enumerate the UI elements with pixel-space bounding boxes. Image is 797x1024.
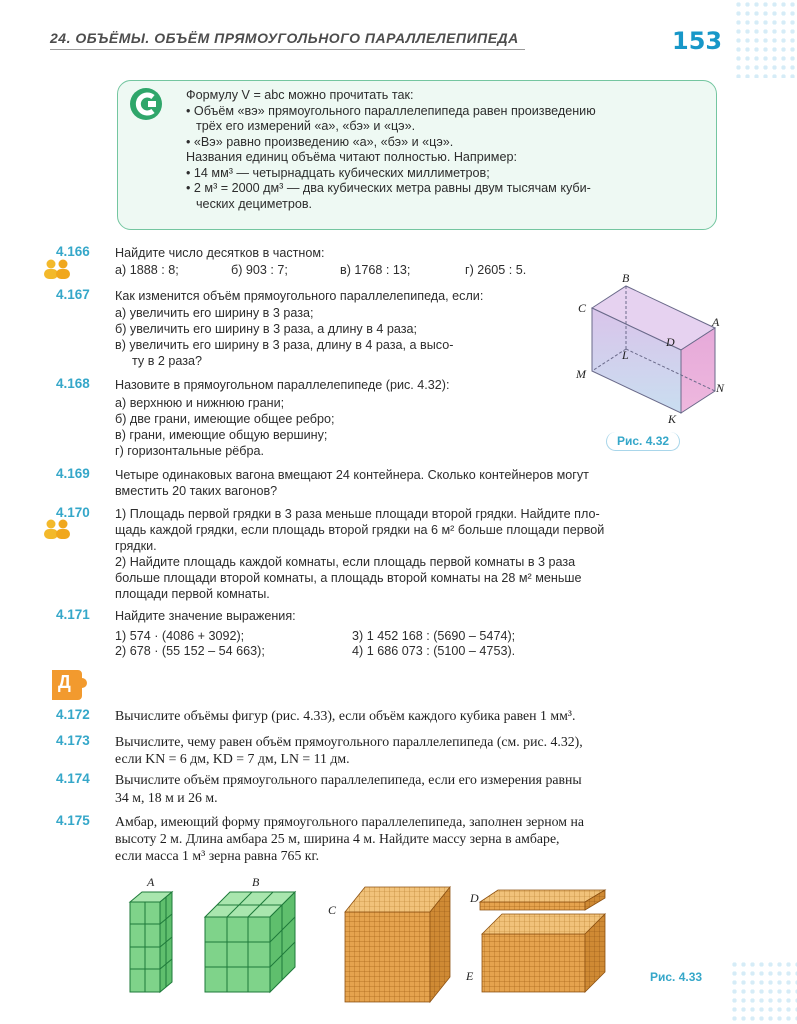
vertex-label-k: K	[668, 412, 677, 426]
homework-badge-label: Д	[58, 672, 71, 692]
problem-number: 4.171	[56, 607, 90, 622]
info-line: • 14 мм³ — четырнадцать кубических миллиметров;	[186, 165, 490, 180]
answer-item: б) 903 : 7;	[231, 263, 288, 277]
problem-text: высоту 2 м. Длина амбара 25 м, ширина 4 м. Найдите массу зерна в амбаре,	[115, 831, 560, 846]
problem-text: грядки.	[115, 539, 157, 553]
vertex-label-b: B	[622, 271, 630, 285]
figure-caption-4-32: Рис. 4.32	[606, 432, 680, 451]
figure-a-column	[130, 892, 172, 992]
vertex-label-d: D	[666, 335, 675, 349]
problem-text: Четыре одинаковых вагона вмещают 24 контейнера. Сколько контейнеров могут	[115, 468, 589, 482]
info-line: ческих дециметров.	[196, 196, 313, 211]
problem-text: больше площади второй комнаты, а площадь второй комнаты на 28 м² меньше	[115, 571, 582, 585]
expression-item: 1) 574 · (4086 + 3092);	[115, 629, 245, 643]
info-box-text	[186, 88, 706, 212]
info-line: • «Вэ» равно произведению «а», «бэ» и «цэ».	[186, 134, 454, 149]
pair-work-icon	[42, 258, 72, 280]
problem-text: если KN = 6 дм, KD = 7 дм, LN = 11 дм.	[115, 751, 350, 766]
figure-4-33-cubes	[120, 872, 620, 1022]
vertex-label-a: A	[712, 315, 720, 329]
pair-work-icon	[42, 518, 72, 540]
answer-item: б) увеличить его ширину в 3 раза, а длину в 4 раза;	[115, 322, 418, 336]
problem-number: 4.172	[56, 707, 90, 722]
figure-label-d: D	[470, 891, 479, 905]
info-line: • Объём «вэ» прямоугольного параллелепипеда равен произведению	[186, 103, 596, 118]
answer-item: г) 2605 : 5.	[465, 263, 527, 277]
problem-text: вместить 20 таких вагонов?	[115, 484, 278, 498]
figure-b-block	[205, 892, 295, 992]
figure-label-c: C	[328, 903, 337, 917]
answer-item: г) горизонтальные рёбра.	[115, 444, 265, 458]
problem-number: 4.166	[56, 244, 90, 259]
problem-text: Вычислите объём прямоугольного параллелепипеда, если его измерения равны	[115, 772, 582, 787]
expression-item: 2) 678 · (55 152 – 54 663);	[115, 644, 265, 658]
problem-number: 4.168	[56, 376, 90, 391]
vertex-label-l: L	[622, 348, 629, 362]
answer-item: а) верхнюю и нижнюю грани;	[115, 396, 285, 410]
problem-number: 4.173	[56, 733, 90, 748]
info-line: Названия единиц объёма читают полностью. Например:	[186, 150, 517, 164]
figure-label-a: A	[147, 875, 155, 889]
problem-number: 4.167	[56, 287, 90, 302]
answer-item: в) увеличить его ширину в 3 раза, длину в 4 раза, а высо-	[115, 338, 454, 352]
problem-text: 1) Площадь первой грядки в 3 раза меньше площади второй грядки. Найдите пло-	[115, 507, 600, 521]
info-line: Формулу V = abc можно прочитать так:	[186, 88, 414, 102]
answer-item: в) 1768 : 13;	[340, 263, 411, 277]
figure-d-plate	[480, 890, 605, 910]
problem-text: Вычислите объёмы фигур (рис. 4.33), если объём каждого кубика равен 1 мм³.	[115, 708, 576, 723]
chapter-title: 24. ОБЪЁМЫ. ОБЪЁМ ПРЯМОУГОЛЬНОГО ПАРАЛЛЕЛЕПИПЕДА	[50, 30, 519, 46]
problem-number: 4.174	[56, 771, 90, 786]
decor-pattern-top	[734, 0, 797, 78]
figure-c-large-cube	[345, 887, 450, 1002]
expression-item: 4) 1 686 073 : (5100 – 4753).	[352, 644, 516, 658]
answer-item: а) увеличить его ширину в 3 раза;	[115, 306, 314, 320]
vertex-label-n: N	[716, 381, 725, 395]
problem-text: Амбар, имеющий форму прямоугольного параллелепипеда, заполнен зерном на	[115, 814, 584, 829]
problem-number: 4.175	[56, 813, 90, 828]
problem-text: Назовите в прямоугольном параллелепипеде (рис. 4.32):	[115, 378, 450, 392]
info-line: трёх его измерений «а», «бэ» и «цэ».	[196, 119, 416, 133]
answer-item: а) 1888 : 8;	[115, 263, 179, 277]
reading-rule-icon	[128, 86, 164, 122]
figure-e-block	[482, 914, 605, 992]
problem-text: Найдите значение выражения:	[115, 609, 296, 623]
answer-item: б) две грани, имеющие общее ребро;	[115, 412, 335, 426]
problem-text: щадь каждой грядки, если площадь второй грядки на 6 м² больше площади первой	[115, 523, 605, 537]
info-line: • 2 м³ = 2000 дм³ — два кубических метра равны двум тысячам куби-	[186, 181, 591, 195]
decor-pattern-bottom	[730, 960, 797, 1024]
problem-number: 4.169	[56, 466, 90, 481]
problem-text: Найдите число десятков в частном:	[115, 246, 325, 260]
vertex-label-c: C	[578, 301, 587, 315]
figure-4-32-parallelepiped	[570, 268, 730, 428]
problem-number: 4.170	[56, 505, 90, 520]
page-number: 153	[672, 27, 723, 55]
header-rule	[50, 49, 525, 50]
figure-caption-4-33: Рис. 4.33	[640, 968, 712, 986]
answer-item: ту в 2 раза?	[132, 354, 203, 368]
problem-text: Как изменится объём прямоугольного параллелепипеда, если:	[115, 289, 484, 303]
vertex-label-m: M	[576, 367, 586, 381]
figure-label-e: E	[466, 969, 474, 983]
figure-label-b: B	[252, 875, 260, 889]
answer-item: в) грани, имеющие общую вершину;	[115, 428, 328, 442]
expression-item: 3) 1 452 168 : (5690 – 5474);	[352, 629, 516, 643]
problem-text: площади первой комнаты.	[115, 587, 270, 601]
problem-text: 2) Найдите площадь каждой комнаты, если площадь первой комнаты в 3 раза	[115, 555, 576, 569]
problem-text: Вычислите, чему равен объём прямоугольного параллелепипеда (см. рис. 4.32),	[115, 734, 583, 749]
problem-text: 34 м, 18 м и 26 м.	[115, 790, 218, 805]
problem-text: если масса 1 м³ зерна равна 765 кг.	[115, 848, 320, 863]
